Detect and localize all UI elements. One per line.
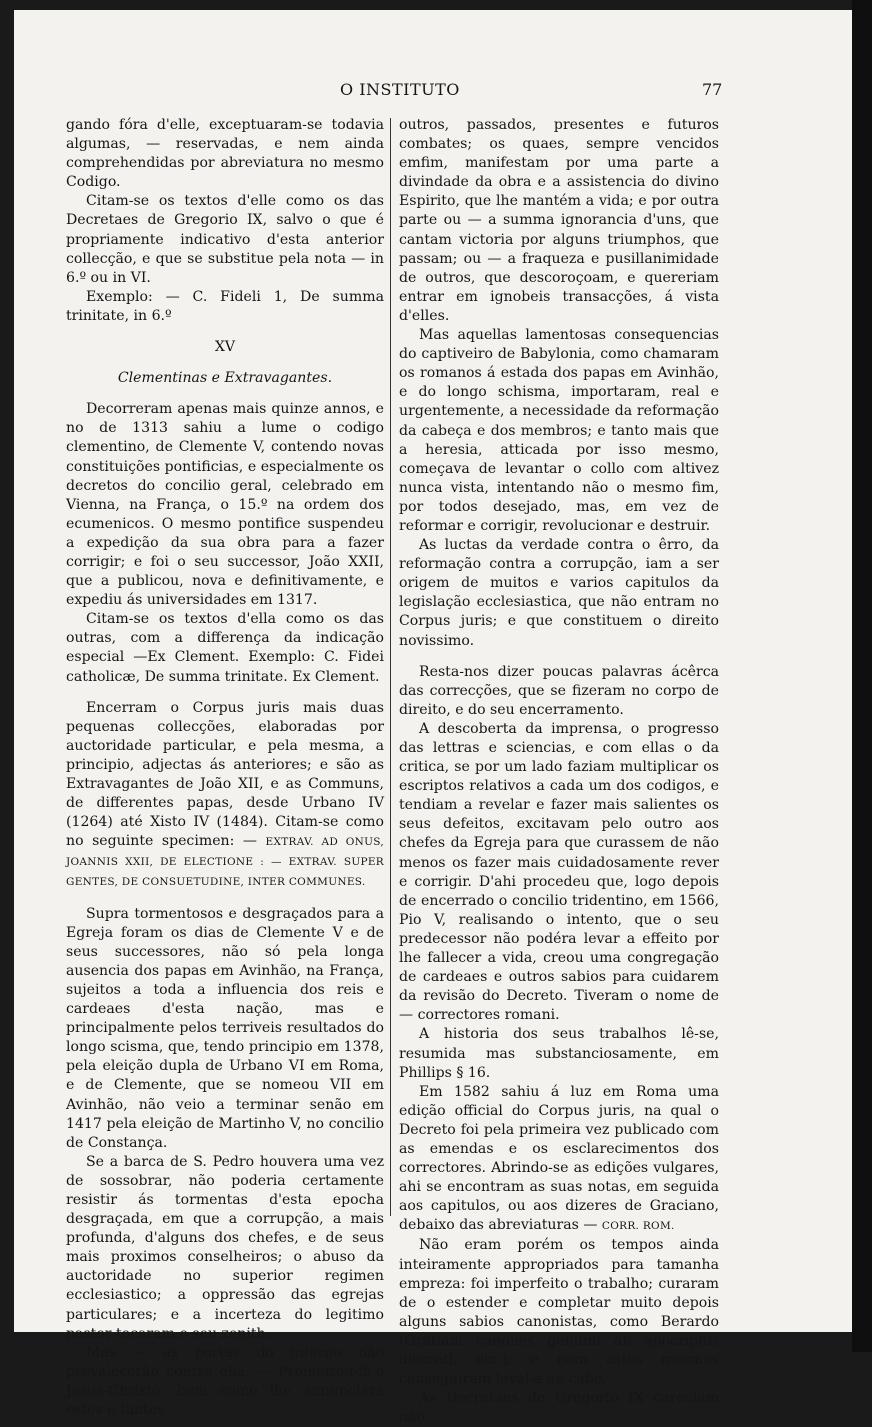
book-page [14,10,852,1426]
paragraph: Decorreram apenas mais quinze annos, e no de 1313 sahiu a lume o codigo clementino, de Clemente V, contendo novas constituições pontificias, e especialmente os decretos do concilio geral, celebrado em Vienna, na França, o 15.º na ordem dos ecumenicos. O mesmo pontifice suspendeu a expedição da sua obra para a fazer corrigir; e foi o seu successor, João XXII, que a publicou, nova e definitivamente, e expediu ás universidades em 1317. [66,401,384,609]
paragraph [399,1083,719,1237]
paragraph: As luctas da verdade contra o êrro, da reformação contra a corrupção, iam a ser origem de muitos e varios capitulos da legislação ecclesiastica, que não entram no Corpus juris; e que constituem o direito novissimo. [399,537,719,649]
citation-specimen: EXTRAV. AD ONUS, JOANNIS XXII, DE ELECTIONE : — EXTRAV. SUPER GENTES, DE CONSUETUDINE, INTER COMMUNES. [66,836,385,889]
paragraph: A historia dos seus trabalhos lê-se, resumida mas substanciosamente, em Phillips § 16. [399,1026,719,1081]
paragraph: Supra tormentosos e desgraçados para a Egreja foram os dias de Clemente V e de seus successores, não só pela longa ausencia dos papas em Avinhão, na França, sujeitos a toda a influencia dos reis e cardeaes d'esta nação, mas e principalmente pelos terriveis resultados do longo scisma, que, tendo principio em 1378, pela eleição dupla de Urbano VI em Roma, e de Clemente, que se nomeou VII em Avinhão, não veio a terminar senão em 1417 pela eleição de Martinho V, no concilio de Constança. [66,905,384,1151]
paragraph: gando fóra d'elle, exceptuaram-se todavia algumas, — reservadas, e nem ainda comprehendidas por abreviatura no mesmo Codigo. [66,117,384,191]
paragraph: Citam-se os textos d'elle como os das Decretaes de Gregorio IX, salvo o que é propriamente indicativo d'esta anterior collecção, e que se substitue pela nota — in 6.º ou in VI. [66,193,384,286]
left-column [66,116,384,1420]
paragraph-text: Encerram o Corpus juris mais duas pequenas collecções, elaboradas por auctoridade particular, e pela mesma, a principio, adjectas ás anteriores; e são as Extravagantes de João XII, e as Communs, de differentes papas, desde Urbano IV (1264) até Xisto IV (1484). Citam-se como no seguinte specimen: — [66,699,384,850]
paragraph: A descoberta da imprensa, o progresso das lettras e sciencias, e com ellas o da critica, se por um lado faziam multiplicar os escriptos relativos a cada um dos codigos, e tendiam a revelar e fazer mais salientes os seus defeitos, excitavam pelo outro aos chefes da Egreja para que curassem de não menos os fazer mais cuidadosamente rever e corrigir. D'ahi procedeu que, logo depois de encerrado o concilio tridentino, em 1566, Pio V, realisando o intento, que o seu predecessor não podéra levar a effeito por lhe fallecer a vida, creou uma congregação de cardeaes e outros sabios para cuidarem da revisão do Decreto. Tiveram o nome de — correctores romani. [399,720,719,1024]
abbreviation: CORR. ROM. [601,1220,675,1233]
section-title: Clementinas e Extravagantes. [117,370,333,387]
paragraph: outros, passados, presentes e futuros combates; os quaes, sempre vencidos emfim, manifestam por uma parte a divindade da obra e a assistencia do divino Espirito, que lhe mantém a vida; e por outra parte ou — a summa ignorancia d'uns, que cantam victoria por alguns triumphos, que passam; ou — a fraqueza e pusillanimidade de outros, que descoroçoam, e quereriam entrar em ignobeis transacções, á vista d'elles. [399,117,719,324]
paragraph: Mas — as portas do inferno não prevalecerão contra ella. — Prometteu-lh'o Jesus-Christo, bem como lhe annunciára estes e tantos [66,1344,384,1418]
running-title: O INSTITUTO [340,80,460,99]
paragraph: Mas aquellas lamentosas consequencias do captiveiro de Babylonia, como chamaram os romanos á estada dos papas em Avinhão, e do longo schisma, importaram, real e urgentemente, a necessidade da reformação da cabeça e dos membros; e tanto mais que a heresia, atticada por isso mesmo, começava de levantar o collo com altivez nunca vista, intentando não o mesmo fim, por todos desejado, mas, em vez de reformar e corrigir, revolucionar e destruir. [399,327,719,534]
paragraph: As Decretaes de Gregorio IX careciam não [399,1390,719,1426]
right-column [399,116,719,1427]
paragraph-text: Em 1582 sahiu á luz em Roma uma edição official do Corpus juris, na qual o Decreto foi pela primeira vez publicado com as emendas e os esclarecimentos dos correctores. Abrindo-se as edições vulgares, ahi se encontram as suas notas, em seguida aos capitulos, ou aos dizeres de Graciano, debaixo das abreviaturas — [399,1083,719,1234]
paragraph: Citam-se os textos d'ella como os das outras, com a differença da indicação especial —Ex Clement. Exemplo: C. Fidei catholicæ, De summa trinitate. Ex Clement. [66,611,384,685]
scan-edge [852,0,872,1352]
section-number: XV [214,339,236,356]
paragraph [66,699,384,893]
paragraph: Resta-nos dizer poucas palavras ácêrca das correcções, que se fizeram no corpo de direito, e do seu encerramento. [399,663,719,718]
column-divider [390,118,391,1216]
paragraph: Exemplo: — C. Fideli 1, De summa trinitate, in 6.º [66,288,384,324]
page-number: 77 [702,80,723,99]
page-header [14,80,852,104]
paragraph: Se a barca de S. Pedro houvera uma vez de sossobrar, não poderia certamente resistir ás tormentas d'esta epocha desgraçada, em que a corrupção, a mais profunda, d'alguns dos chefes, e de seus mais proximos conselheiros; o abuso da auctoridade no superior regimen ecclesiastico; a oppressão das egrejas particulares; e a incerteza do legitimo pastor tocaram o seu zenith. [66,1153,384,1342]
paragraph: Não eram porém os tempos ainda inteiramente appropriados para tamanha empreza: foi imperfeito o trabalho; curaram de o estender e completar muito depois alguns sabios canonistas, como Berardo (Gratiani canones genuini ab apocriphis discreti, etc.); e nem estes mesmos conseguiram leval-a ao cabo. [399,1237,719,1388]
